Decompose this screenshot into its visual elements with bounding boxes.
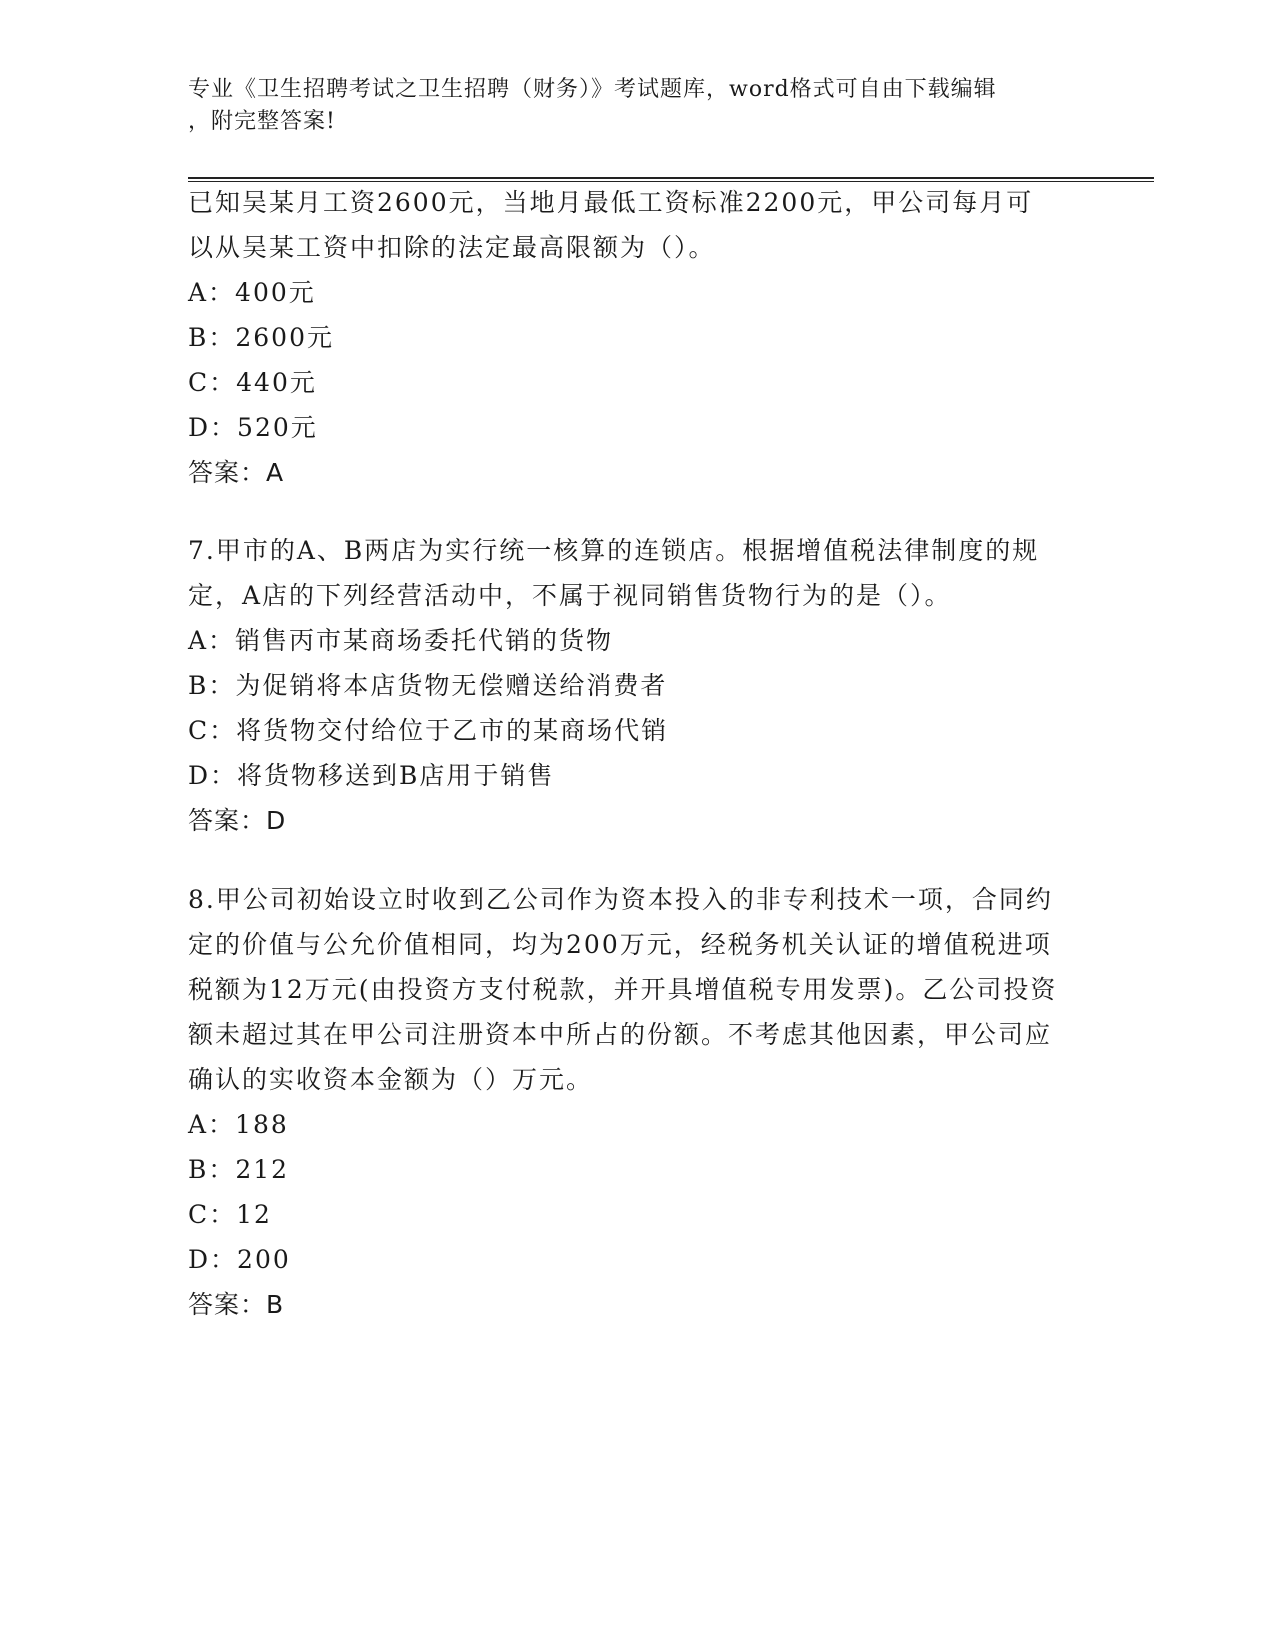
- option-d: D：520元: [188, 413, 318, 442]
- option-c: C：将货物交付给位于乙市的某商场代销: [188, 716, 669, 745]
- option-a: A：188: [188, 1110, 289, 1139]
- option-c: C：12: [188, 1200, 272, 1229]
- answer-label: 答案：D: [188, 806, 287, 835]
- question-block: [188, 180, 1088, 495]
- option-b: B：212: [188, 1155, 290, 1184]
- option-a: A：销售丙市某商场委托代销的货物: [188, 626, 614, 655]
- answer-label: 答案：A: [188, 458, 285, 487]
- option-c: C：440元: [188, 368, 317, 397]
- header-line-2: ，附完整答案!: [188, 109, 336, 134]
- option-a: A：400元: [188, 278, 316, 307]
- header-line-1: 专业《卫生招聘考试之卫生招聘（财务）》考试题库，word格式可自由下载编辑: [188, 77, 997, 102]
- question-stem: 7.甲市的A、B两店为实行统一核算的连锁店。根据增值税法律制度的规定，A店的下列经营活动中，不属于视同销售货物行为的是（）。: [188, 536, 1040, 610]
- question-block: [188, 528, 1088, 843]
- answer-label: 答案：B: [188, 1290, 285, 1319]
- question-stem: 已知吴某月工资2600元，当地月最低工资标准2200元，甲公司每月可以从吴某工资中扣除的法定最高限额为（）。: [188, 188, 1034, 262]
- option-b: B：2600元: [188, 323, 334, 352]
- option-d: D：200: [188, 1245, 291, 1274]
- question-block: [188, 877, 1088, 1327]
- option-b: B：为促销将本店货物无偿赠送给消费者: [188, 671, 668, 700]
- page-header: [188, 74, 1068, 138]
- option-d: D：将货物移送到B店用于销售: [188, 761, 555, 790]
- question-stem: 8.甲公司初始设立时收到乙公司作为资本投入的非专利技术一项，合同约定的价值与公允价值相同，均为200万元，经税务机关认证的增值税进项税额为12万元(由投资方支付税款，并开具增值税专用发票)。乙公司投资额未超过其在甲公司注册资本中所占的份额。不考虑其他因素，甲公司应确认的实收资本金额为（）万元。: [188, 885, 1058, 1094]
